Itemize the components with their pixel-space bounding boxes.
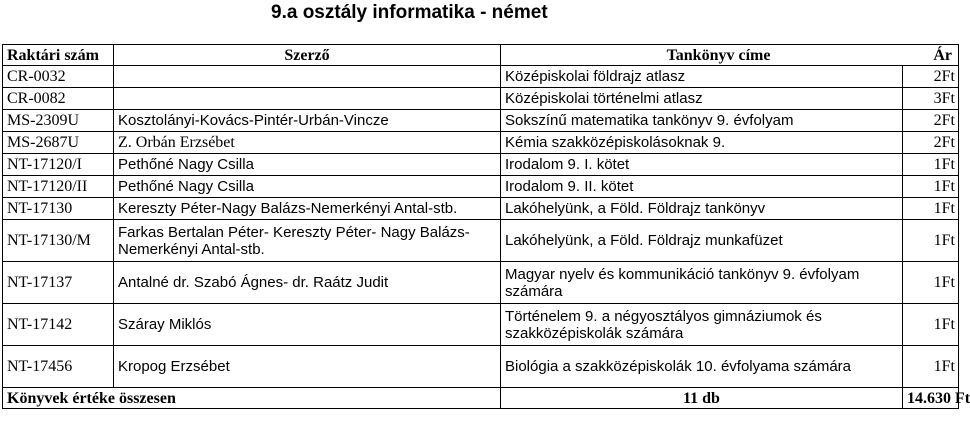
row-code: NT-17130/M bbox=[3, 220, 114, 262]
row-price: 1Ft bbox=[903, 154, 959, 176]
row-author: Farkas Bertalan Péter- Kereszty Péter- Nagy Balázs-Nemerkényi Antal-stb. bbox=[114, 220, 501, 262]
row-code: CR-0032 bbox=[3, 66, 114, 88]
row-code: NT-17120/II bbox=[3, 176, 114, 198]
row-price: 1Ft bbox=[903, 198, 959, 220]
row-author: Kereszty Péter-Nagy Balázs-Nemerkényi Antal-stb. bbox=[114, 198, 501, 220]
book-table bbox=[2, 44, 970, 409]
header-code: Raktári szám bbox=[3, 45, 114, 66]
table-row bbox=[3, 154, 959, 176]
row-author: Száray Miklós bbox=[114, 304, 501, 346]
row-book: Középiskolai földrajz atlasz bbox=[501, 66, 903, 88]
row-price: 1Ft bbox=[903, 220, 959, 262]
table-row bbox=[3, 304, 959, 346]
row-code: NT-17137 bbox=[3, 262, 114, 304]
table-row bbox=[3, 198, 959, 220]
row-author: Pethőné Nagy Csilla bbox=[114, 176, 501, 198]
row-price: 2Ft bbox=[903, 132, 959, 154]
row-price: 1Ft bbox=[903, 346, 959, 388]
table-row bbox=[3, 346, 959, 388]
row-author: Antalné dr. Szabó Ágnes- dr. Raátz Judit bbox=[114, 262, 501, 304]
row-book: Irodalom 9. I. kötet bbox=[501, 154, 903, 176]
row-book: Sokszínű matematika tankönyv 9. évfolyam bbox=[501, 110, 903, 132]
row-book: Középiskolai történelmi atlasz bbox=[501, 88, 903, 110]
row-code: CR-0082 bbox=[3, 88, 114, 110]
table-row bbox=[3, 220, 959, 262]
row-book: Lakóhelyünk, a Föld. Földrajz tankönyv bbox=[501, 198, 903, 220]
row-author bbox=[114, 66, 501, 88]
row-book: Magyar nyelv és kommunikáció tankönyv 9. évfolyam számára bbox=[501, 262, 903, 304]
row-book: Lakóhelyünk, a Föld. Földrajz munkafüzet bbox=[501, 220, 903, 262]
row-book: Történelem 9. a négyosztályos gimnáziumok és szakközépiskolák számára bbox=[501, 304, 903, 346]
row-price: 1Ft bbox=[903, 176, 959, 198]
row-price: 2Ft bbox=[903, 110, 959, 132]
page-title: 9.a osztály informatika - német bbox=[271, 2, 548, 23]
row-price: 2Ft bbox=[903, 66, 959, 88]
header-book bbox=[501, 45, 959, 66]
table-row bbox=[3, 66, 959, 88]
table-row bbox=[3, 262, 959, 304]
row-price: 3Ft bbox=[903, 88, 959, 110]
row-price: 1Ft bbox=[903, 262, 959, 304]
footer-total: 14.630 Ft bbox=[903, 388, 959, 409]
header-price-label: Ár bbox=[933, 46, 952, 64]
row-book: Biológia a szakközépiskolák 10. évfolyama számára bbox=[501, 346, 903, 388]
footer-count: 11 db bbox=[501, 388, 903, 409]
row-author: Pethőné Nagy Csilla bbox=[114, 154, 501, 176]
header-book-label: Tankönyv címe bbox=[666, 46, 771, 64]
row-code: MS-2687U bbox=[3, 132, 114, 154]
row-code: MS-2309U bbox=[3, 110, 114, 132]
row-price: 1Ft bbox=[903, 304, 959, 346]
footer-row bbox=[3, 388, 959, 409]
row-code: NT-17456 bbox=[3, 346, 114, 388]
row-book: Irodalom 9. II. kötet bbox=[501, 176, 903, 198]
row-author: Z. Orbán Erzsébet bbox=[114, 132, 501, 154]
row-code: NT-17130 bbox=[3, 198, 114, 220]
row-code: NT-17142 bbox=[3, 304, 114, 346]
row-author: Kropog Erzsébet bbox=[114, 346, 501, 388]
row-book: Kémia szakközépiskolásoknak 9. bbox=[501, 132, 903, 154]
table-row bbox=[3, 88, 959, 110]
table-row bbox=[3, 176, 959, 198]
row-author: Kosztolányi-Kovács-Pintér-Urbán-Vincze bbox=[114, 110, 501, 132]
header-author: Szerző bbox=[114, 45, 501, 66]
header-row bbox=[3, 45, 959, 66]
row-author bbox=[114, 88, 501, 110]
row-code: NT-17120/I bbox=[3, 154, 114, 176]
table-row bbox=[3, 110, 959, 132]
table-row bbox=[3, 132, 959, 154]
footer-label: Könyvek értéke összesen bbox=[3, 388, 501, 409]
